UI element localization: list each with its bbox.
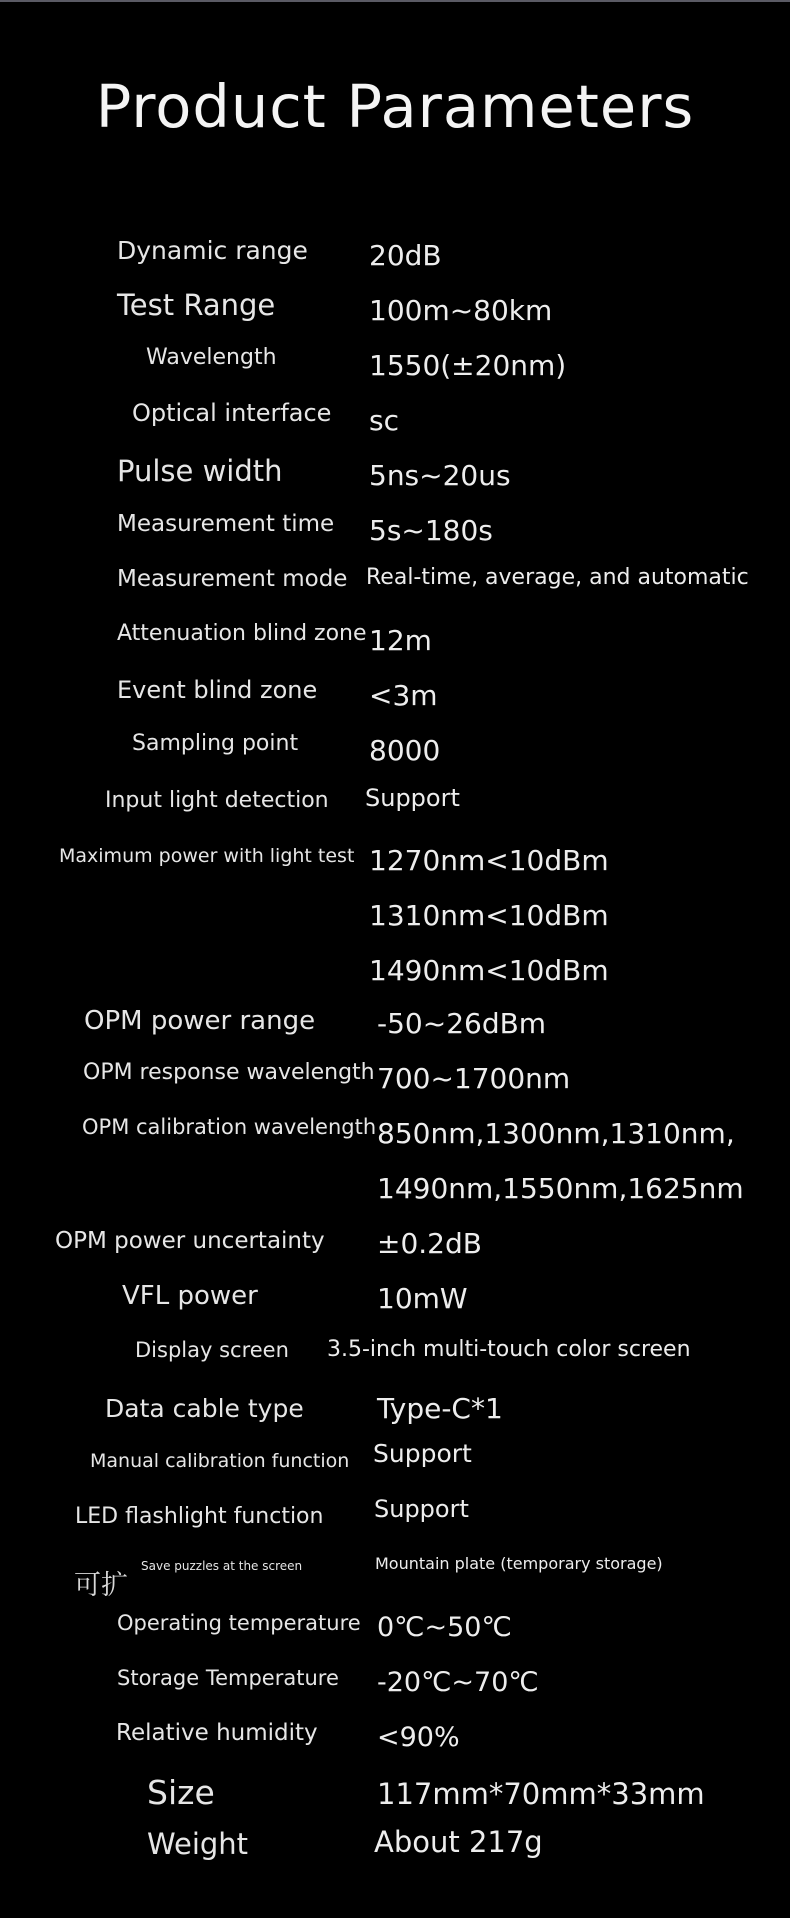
param-value: -50~26dBm xyxy=(377,1007,547,1040)
param-label: Size xyxy=(147,1773,215,1812)
param-label: OPM calibration wavelength xyxy=(82,1115,377,1139)
param-value: ±0.2dB xyxy=(377,1227,482,1260)
param-value: 5s~180s xyxy=(369,514,493,547)
param-label: Pulse width xyxy=(117,454,283,488)
param-value: 3.5-inch multi-touch color screen xyxy=(327,1337,691,1362)
param-value: 10mW xyxy=(377,1282,468,1315)
page-title: Product Parameters xyxy=(95,72,695,141)
param-label: Display screen xyxy=(135,1338,289,1362)
param-value: sc xyxy=(369,404,399,437)
param-value: 1490nm<10dBm xyxy=(369,954,609,987)
param-value: 5ns~20us xyxy=(369,459,511,492)
param-value: 117mm*70mm*33mm xyxy=(377,1777,705,1811)
param-value: Support xyxy=(373,1439,472,1468)
param-label: Relative humidity xyxy=(116,1720,318,1746)
param-label: Optical interface xyxy=(132,399,332,427)
param-value: Support xyxy=(374,1495,469,1523)
param-label: Measurement time xyxy=(117,511,335,537)
param-label: Dynamic range xyxy=(117,236,308,265)
param-value: 1550(±20nm) xyxy=(369,349,567,382)
param-label: Storage Temperature xyxy=(117,1666,339,1690)
param-value: Type-C*1 xyxy=(377,1392,503,1425)
param-value: 20dB xyxy=(369,239,442,272)
param-value: <90% xyxy=(377,1722,460,1753)
param-value: Support xyxy=(365,784,460,812)
param-label: Attenuation blind zone xyxy=(117,621,367,646)
param-label: Measurement mode xyxy=(117,566,348,592)
param-value: 1310nm<10dBm xyxy=(369,899,609,932)
param-label: Event blind zone xyxy=(117,676,318,704)
param-label: Manual calibration function xyxy=(90,1450,350,1472)
overlap-text-fragment: 可扩 xyxy=(74,1570,128,1601)
param-value: 8000 xyxy=(369,734,441,767)
param-label: Weight xyxy=(147,1827,249,1861)
param-value: 850nm,1300nm,1310nm, xyxy=(377,1117,735,1150)
param-label: OPM power range xyxy=(84,1006,316,1036)
param-label: Save puzzles at the screen xyxy=(141,1559,303,1573)
param-label: VFL power xyxy=(122,1281,258,1311)
param-label: Test Range xyxy=(117,288,276,322)
param-label: Input light detection xyxy=(105,788,329,813)
param-value: 700~1700nm xyxy=(377,1062,571,1095)
param-value: 100m~80km xyxy=(369,294,553,327)
param-value: Real-time, average, and automatic xyxy=(366,565,749,590)
param-label: OPM response wavelength xyxy=(83,1060,375,1085)
param-value: 0℃~50℃ xyxy=(377,1612,512,1643)
param-label: Maximum power with light test xyxy=(59,845,355,867)
param-label: Data cable type xyxy=(105,1394,304,1423)
param-value: Mountain plate (temporary storage) xyxy=(375,1554,663,1573)
param-value: -20℃~70℃ xyxy=(377,1667,539,1698)
param-label: OPM power uncertainty xyxy=(55,1228,325,1254)
param-value: 12m xyxy=(369,624,432,657)
param-value: 1270nm<10dBm xyxy=(369,844,609,877)
param-label: Operating temperature xyxy=(117,1611,361,1635)
param-label: Wavelength xyxy=(146,345,277,370)
param-value: <3m xyxy=(369,679,438,712)
param-label: Sampling point xyxy=(132,731,299,756)
param-value: 1490nm,1550nm,1625nm xyxy=(377,1172,744,1205)
param-label: LED flashlight function xyxy=(75,1504,324,1529)
param-value: About 217g xyxy=(374,1825,543,1859)
